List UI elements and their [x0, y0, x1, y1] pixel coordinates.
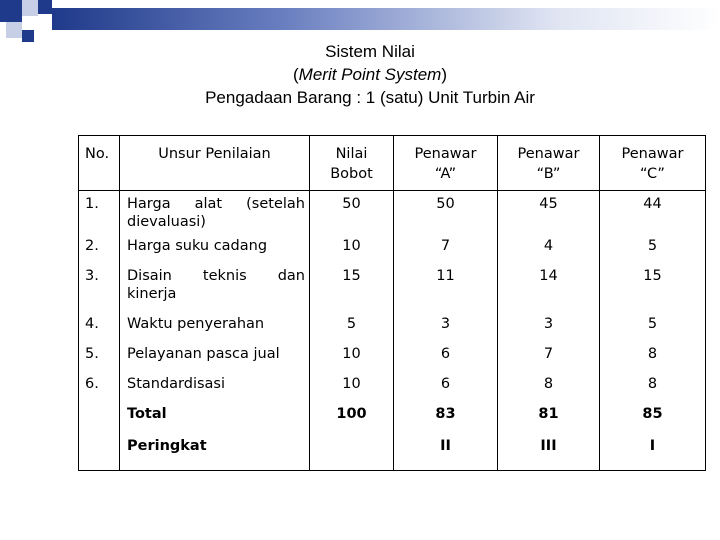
table-row	[79, 313, 706, 343]
row-b: 3	[498, 313, 600, 343]
row-no: 5.	[79, 343, 120, 373]
decor-square-4	[6, 22, 22, 38]
row-unsur: Harga suku cadang	[120, 235, 310, 265]
rank-c: I	[600, 435, 706, 471]
row-b: 4	[498, 235, 600, 265]
table-row	[79, 265, 706, 313]
total-c: 85	[600, 403, 706, 435]
total-row	[79, 403, 706, 435]
table-row	[79, 191, 706, 235]
total-a: 83	[394, 403, 498, 435]
decor-square-2	[22, 0, 38, 16]
row-no: 3.	[79, 265, 120, 313]
row-bobot: 10	[310, 235, 394, 265]
row-c: 44	[600, 191, 706, 235]
decor-square-3	[38, 0, 52, 14]
header-no: No.	[79, 136, 120, 191]
row-a: 6	[394, 343, 498, 373]
title-paren-close: )	[441, 65, 447, 84]
table-row	[79, 235, 706, 265]
rank-row	[79, 435, 706, 471]
row-bobot: 10	[310, 373, 394, 403]
row-b: 7	[498, 343, 600, 373]
rank-bobot-empty	[310, 435, 394, 471]
title-line-1: Sistem Nilai	[325, 42, 415, 61]
row-b: 45	[498, 191, 600, 235]
table-row	[79, 343, 706, 373]
row-no: 4.	[79, 313, 120, 343]
row-bobot: 5	[310, 313, 394, 343]
row-no: 1.	[79, 191, 120, 235]
row-a: 3	[394, 313, 498, 343]
row-bobot: 15	[310, 265, 394, 313]
merit-point-table	[78, 135, 706, 471]
header-penawar-a: Penawar “A”	[394, 136, 498, 191]
total-no-empty	[79, 403, 120, 435]
row-a: 7	[394, 235, 498, 265]
total-label: Total	[120, 403, 310, 435]
row-c: 8	[600, 373, 706, 403]
row-a: 11	[394, 265, 498, 313]
rank-label: Peringkat	[120, 435, 310, 471]
header-unsur: Unsur Penilaian	[120, 136, 310, 191]
title-italic: Merit Point System	[298, 65, 442, 84]
header-bobot: Nilai Bobot	[310, 136, 394, 191]
row-bobot: 50	[310, 191, 394, 235]
slide-title	[0, 40, 720, 109]
row-a: 50	[394, 191, 498, 235]
row-c: 8	[600, 343, 706, 373]
title-line-2	[0, 63, 720, 86]
row-b: 14	[498, 265, 600, 313]
row-bobot: 10	[310, 343, 394, 373]
rank-no-empty	[79, 435, 120, 471]
rank-a: II	[394, 435, 498, 471]
row-b: 8	[498, 373, 600, 403]
header-penawar-b: Penawar “B”	[498, 136, 600, 191]
row-unsur: Waktu penyerahan	[120, 313, 310, 343]
row-unsur: Harga alat (setelah dievaluasi)	[120, 191, 310, 235]
row-unsur: Disain teknis dan kinerja	[120, 265, 310, 313]
table-header-row	[79, 136, 706, 191]
rank-b: III	[498, 435, 600, 471]
row-c: 5	[600, 235, 706, 265]
title-paren-open: (	[293, 65, 299, 84]
header-penawar-c: Penawar “C”	[600, 136, 706, 191]
row-unsur: Standardisasi	[120, 373, 310, 403]
decor-header-band	[52, 8, 720, 30]
row-a: 6	[394, 373, 498, 403]
row-c: 5	[600, 313, 706, 343]
table-row	[79, 373, 706, 403]
title-line-3: Pengadaan Barang : 1 (satu) Unit Turbin Air	[205, 88, 535, 107]
row-unsur: Pelayanan pasca jual	[120, 343, 310, 373]
row-c: 15	[600, 265, 706, 313]
total-b: 81	[498, 403, 600, 435]
row-no: 6.	[79, 373, 120, 403]
decor-square-1	[0, 0, 22, 22]
total-bobot: 100	[310, 403, 394, 435]
row-no: 2.	[79, 235, 120, 265]
